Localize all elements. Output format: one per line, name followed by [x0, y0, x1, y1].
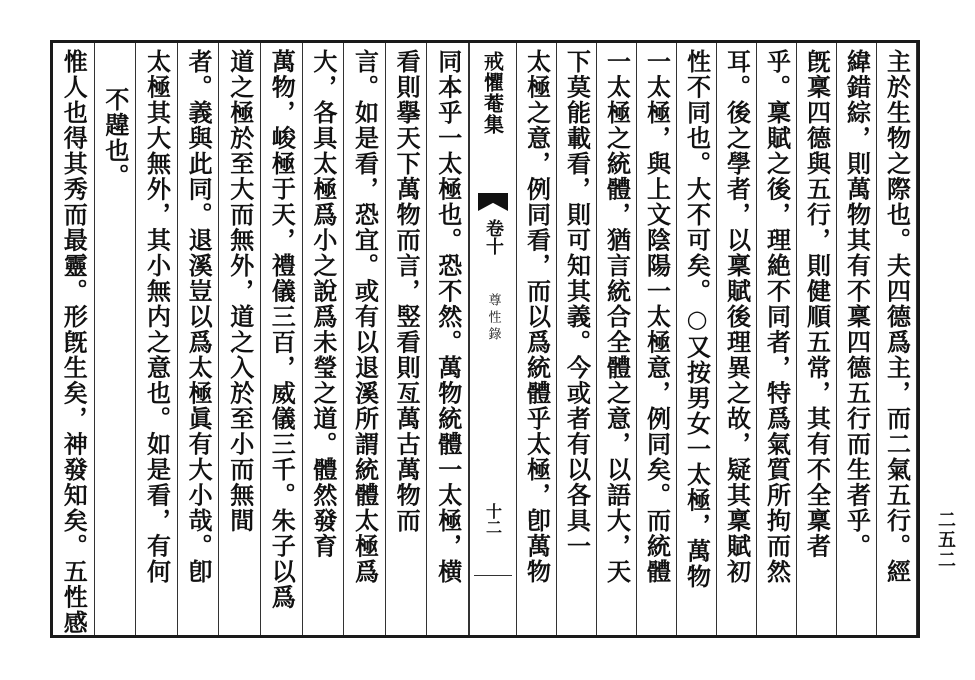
fold-column [469, 43, 517, 635]
column-text: 言。如是看，恐宜。或有以退溪所謂統體太極爲 [350, 49, 380, 585]
column-text: 道之極於至大而無外，道之入於至小而無間 [225, 49, 255, 534]
column-text: 萬物，峻極于天，禮儀三百，威儀三千。朱子以爲 [267, 49, 297, 610]
column-text: 不韙也。 [100, 87, 130, 189]
book-title: 戒懼菴集 [480, 51, 505, 135]
text-column [677, 43, 717, 635]
column-text: 下莫能載看，則可知其義。今或者有以各具一 [562, 49, 592, 559]
text-column [757, 43, 797, 635]
column-text: 太極之意，例同看，而以爲統體乎太極，卽萬物 [522, 49, 552, 585]
text-column [344, 43, 386, 635]
text-column [597, 43, 637, 635]
volume-label: 卷十 [483, 219, 504, 255]
page-frame [50, 40, 920, 638]
text-column [837, 43, 877, 635]
column-text: 同本乎一太極也。恐不然。萬物統體一太極，横 [433, 49, 463, 585]
folio-number: 二五二 [935, 510, 956, 570]
section-label: 尊性錄 [485, 293, 501, 344]
text-column [303, 43, 345, 635]
text-column [797, 43, 837, 635]
fold-divider [474, 575, 512, 576]
column-text: 乎。稟賦之後，理絶不同者，特爲氣質所拘而然 [762, 49, 792, 585]
text-column [178, 43, 220, 635]
column-text: 者。義與此同。退溪豈以爲太極眞有大小哉。卽 [184, 49, 214, 585]
column-text: 大，各具太極爲小之說爲未瑩之道。體然發育 [308, 49, 338, 559]
column-text: 一太極，與上文陰陽一太極意，例同矣。而統體 [642, 49, 672, 585]
text-column [557, 43, 597, 635]
column-text: 性不同也。大不可矣。○又按男女一太極，萬物 [682, 49, 712, 590]
column-text: 旣稟四德與五行，則健順五常，其有不全稟者 [802, 49, 832, 559]
text-column [717, 43, 757, 635]
column-text: 惟人也得其秀而最靈。形旣生矣，神發知矣。五性感 [59, 49, 89, 636]
column-text: 太極其大無外，其小無内之意也。如是看，有何 [142, 49, 172, 585]
column-text: 緯錯綜，則萬物其有不稟四德五行而生者乎。 [842, 49, 872, 559]
text-column [877, 43, 917, 635]
text-column [517, 43, 557, 635]
text-column [136, 43, 178, 635]
text-column [386, 43, 428, 635]
text-column [219, 43, 261, 635]
page-number: 十二 [483, 503, 503, 535]
column-text: 耳。後之學者，以稟賦後理異之故，疑其稟賦初 [722, 49, 752, 585]
fishtail-mark-icon [478, 193, 508, 211]
text-column [53, 43, 95, 635]
column-text: 一太極之統體，猶言統合全體之意，以語大，天 [602, 49, 632, 585]
text-column [95, 43, 137, 635]
column-text: 主於生物之際也。夫四德爲主，而二氣五行。經 [882, 49, 912, 585]
text-column [427, 43, 469, 635]
column-text: 看則擧天下萬物而言，竪看則亙萬古萬物而 [392, 49, 422, 534]
text-column [261, 43, 303, 635]
text-column [637, 43, 677, 635]
